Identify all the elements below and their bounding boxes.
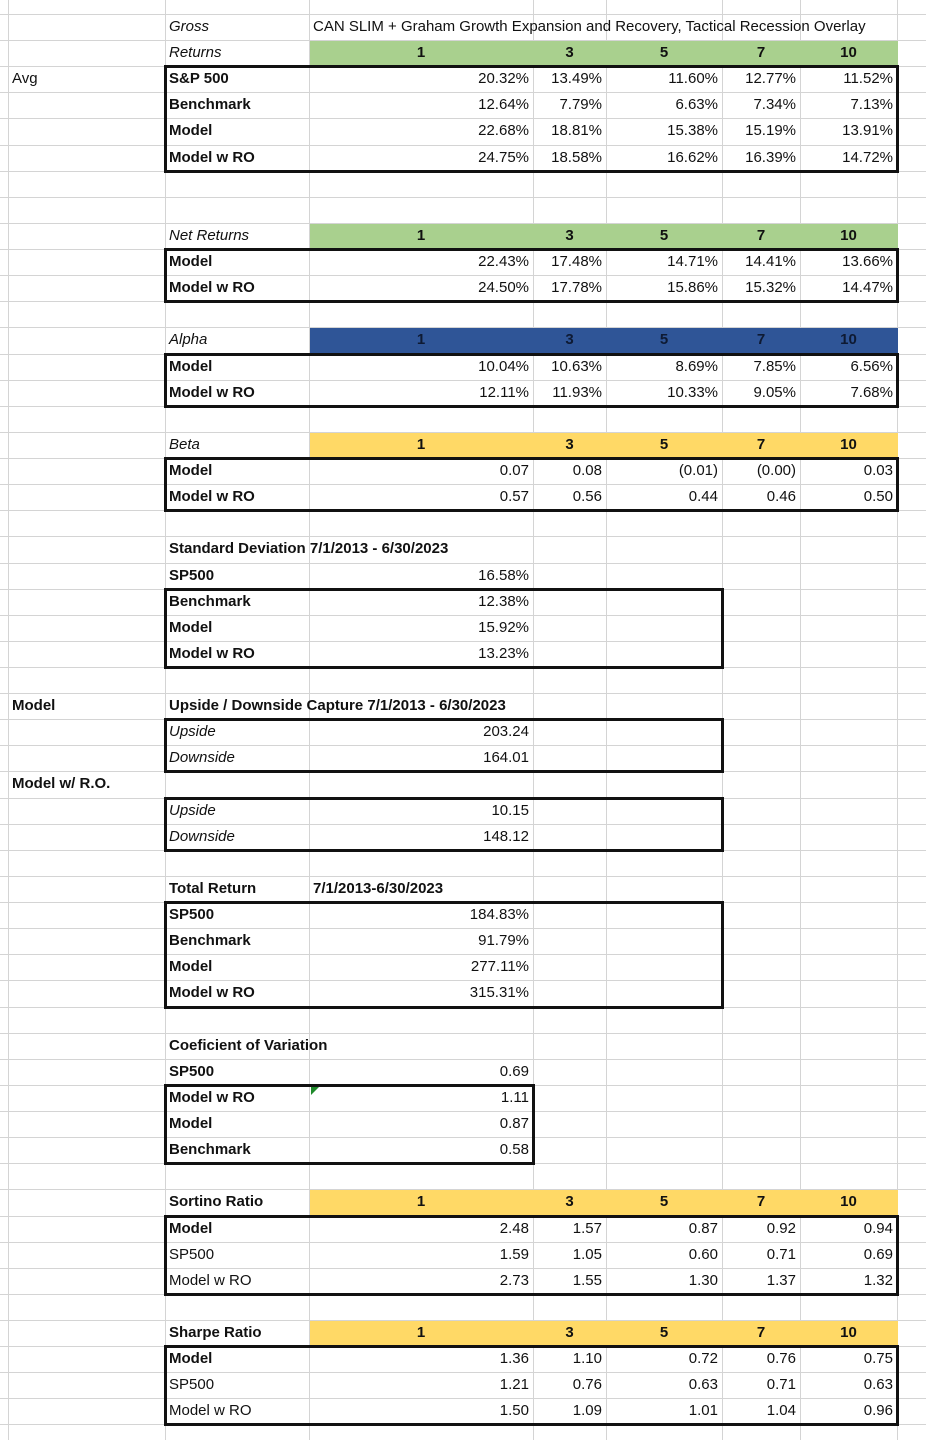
value-cell[interactable]: 315.31% [469,984,529,1001]
row-label[interactable]: Upside [169,723,216,740]
section-title-sharpe[interactable]: Sharpe Ratio [169,1324,262,1341]
value-cell[interactable]: 8.69% [675,358,718,375]
value-cell[interactable]: 1.01 [688,1402,718,1419]
value-cell[interactable]: 11.60% [668,70,718,87]
value-cell[interactable]: 15.92% [478,619,529,636]
value-cell[interactable]: 20.32% [478,70,529,87]
value-cell[interactable]: 0.69 [863,1246,893,1263]
value-cell[interactable]: 7.13% [850,96,893,113]
value-cell[interactable]: 12.64% [478,96,529,113]
period-header-5[interactable]: 5 [659,1193,669,1210]
row-label[interactable]: Model [169,253,213,270]
period-header-10[interactable]: 10 [840,331,857,348]
value-cell[interactable]: 0.71 [766,1246,796,1263]
period-header-7[interactable]: 7 [756,1193,766,1210]
row-label[interactable]: Benchmark [169,593,251,610]
period-header-5[interactable]: 5 [659,227,669,244]
value-cell[interactable]: 10.63% [551,358,602,375]
value-cell[interactable]: 184.83% [469,906,529,923]
section-title-capture[interactable]: Upside / Downside Capture 7/1/2013 - 6/30/2023 [169,697,506,714]
value-cell[interactable]: 17.78% [551,279,602,296]
period-header-10[interactable]: 10 [840,1324,857,1341]
strategy-title[interactable]: CAN SLIM + Graham Growth Expansion and Recovery, Tactical Recession Overlay [313,18,866,35]
value-cell[interactable]: 1.37 [766,1272,796,1289]
period-header-1[interactable]: 1 [416,1324,426,1341]
side-label-model-ro[interactable]: Model w/ R.O. [12,775,111,792]
section-title-returns[interactable]: Returns [169,44,222,61]
period-header-1[interactable]: 1 [416,436,426,453]
error-indicator-icon[interactable] [311,1087,319,1095]
period-header-3[interactable]: 3 [565,1193,574,1210]
section-title-stddev[interactable]: Standard Deviation 7/1/2013 - 6/30/2023 [169,540,449,557]
row-label[interactable]: Model [169,122,213,139]
row-label[interactable]: SP500 [169,567,215,584]
value-cell[interactable]: 1.05 [572,1246,602,1263]
value-cell[interactable]: 0.07 [499,462,529,479]
value-cell[interactable]: 15.19% [745,122,796,139]
period-header-5[interactable]: 5 [659,331,669,348]
row-label[interactable]: Benchmark [169,932,251,949]
value-cell[interactable]: 148.12 [483,828,529,845]
value-cell[interactable]: (0.00) [756,462,796,479]
value-cell[interactable]: 1.57 [572,1220,602,1237]
row-gridline [0,510,926,511]
value-cell[interactable]: 13.66% [842,253,893,270]
value-cell[interactable]: 0.46 [766,488,796,505]
value-cell[interactable]: 0.92 [766,1220,796,1237]
value-cell[interactable]: 16.39% [745,149,796,166]
value-cell[interactable]: 18.58% [551,149,602,166]
value-cell[interactable]: 11.52% [843,70,893,87]
value-cell[interactable]: 0.69 [499,1063,529,1080]
period-header-7[interactable]: 7 [756,331,766,348]
row-label[interactable]: Model w RO [169,984,255,1001]
value-cell[interactable]: 7.79% [559,96,602,113]
row-label[interactable]: Model w RO [169,488,255,505]
value-cell[interactable]: 1.21 [499,1376,529,1393]
row-label[interactable]: Downside [169,749,235,766]
value-cell[interactable]: 14.71% [667,253,718,270]
side-label-avg[interactable]: Avg [12,70,38,87]
value-cell[interactable]: 10.33% [667,384,718,401]
value-cell[interactable]: 1.30 [688,1272,718,1289]
value-cell[interactable]: 24.50% [478,279,529,296]
value-cell[interactable]: 0.08 [572,462,602,479]
row-label[interactable]: Model w RO [169,1402,252,1419]
value-cell[interactable]: 0.71 [766,1376,796,1393]
row-label[interactable]: Model w RO [169,1089,255,1106]
value-cell[interactable]: 1.10 [572,1350,602,1367]
value-cell[interactable]: 9.05% [753,384,796,401]
period-header-10[interactable]: 10 [840,227,857,244]
row-label[interactable]: Upside [169,802,216,819]
value-cell[interactable]: 7.68% [850,384,893,401]
value-cell[interactable]: 7.34% [753,96,796,113]
row-label[interactable]: Model w RO [169,384,255,401]
total-return-period[interactable]: 7/1/2013-6/30/2023 [313,880,444,897]
period-header-3[interactable]: 3 [565,227,574,244]
value-cell[interactable]: 0.50 [863,488,893,505]
row-gridline [0,850,926,851]
value-cell[interactable]: 6.56% [850,358,893,375]
value-cell[interactable]: 11.93% [552,384,602,401]
value-cell[interactable]: 1.55 [572,1272,602,1289]
period-header-5[interactable]: 5 [659,436,669,453]
row-gridline [0,1424,926,1425]
row-label[interactable]: Model [169,462,213,479]
value-cell[interactable]: 0.96 [863,1402,893,1419]
row-label[interactable]: Model [169,1220,213,1237]
row-label[interactable]: Model w RO [169,149,255,166]
value-cell[interactable]: 0.76 [572,1376,602,1393]
value-cell[interactable]: 0.94 [863,1220,893,1237]
value-cell[interactable]: 13.23% [478,645,529,662]
value-cell[interactable]: 1.59 [499,1246,529,1263]
side-label-model[interactable]: Model [12,697,56,714]
period-header-7[interactable]: 7 [756,44,766,61]
row-label[interactable]: SP500 [169,1063,215,1080]
value-cell[interactable]: 1.11 [500,1089,529,1106]
value-cell[interactable]: 2.48 [499,1220,529,1237]
value-cell[interactable]: 1.09 [572,1402,602,1419]
value-cell[interactable]: 0.44 [688,488,718,505]
column-gridline [8,0,9,1440]
row-label[interactable]: Model [169,619,213,636]
value-cell[interactable]: 24.75% [478,149,529,166]
row-label[interactable]: Benchmark [169,1141,251,1158]
row-label[interactable]: S&P 500 [169,70,229,87]
section-title-alpha[interactable]: Alpha [169,331,208,348]
value-cell[interactable]: 0.03 [863,462,893,479]
value-cell[interactable]: 14.72% [842,149,893,166]
value-cell[interactable]: 22.68% [478,122,529,139]
value-cell[interactable]: 15.86% [667,279,718,296]
value-cell[interactable]: 0.87 [499,1115,529,1132]
value-cell[interactable]: 0.56 [572,488,602,505]
value-cell[interactable]: 0.76 [766,1350,796,1367]
row-gridline [0,171,926,172]
value-cell[interactable]: 0.60 [688,1246,718,1263]
column-gridline [897,0,898,1440]
period-header-1[interactable]: 1 [416,227,426,244]
value-cell[interactable]: 0.87 [688,1220,718,1237]
period-header-3[interactable]: 3 [565,44,574,61]
row-label[interactable]: Model w RO [169,1272,252,1289]
value-cell[interactable]: 17.48% [551,253,602,270]
row-gridline [0,1163,926,1164]
row-label[interactable]: Benchmark [169,96,251,113]
section-title-net[interactable]: Net Returns [169,227,250,244]
period-header-7[interactable]: 7 [756,436,766,453]
value-cell[interactable]: 0.75 [863,1350,893,1367]
value-cell[interactable]: 15.32% [745,279,796,296]
period-header-7[interactable]: 7 [756,227,766,244]
value-cell[interactable]: 10.15 [491,802,529,819]
value-cell[interactable]: 22.43% [478,253,529,270]
value-cell[interactable]: 2.73 [499,1272,529,1289]
value-cell[interactable]: 1.36 [499,1350,529,1367]
period-header-5[interactable]: 5 [659,44,669,61]
period-header-10[interactable]: 10 [840,44,857,61]
value-cell[interactable]: 12.11% [479,384,529,401]
period-header-1[interactable]: 1 [416,331,426,348]
section-title-coef[interactable]: Coeficient of Variation [169,1037,328,1054]
value-cell[interactable]: 16.58% [478,567,529,584]
value-cell[interactable]: 164.01 [483,749,529,766]
section-title-beta[interactable]: Beta [169,436,200,453]
row-gridline [0,667,926,668]
value-cell[interactable]: 13.49% [551,70,602,87]
value-cell[interactable]: 6.63% [675,96,718,113]
row-label[interactable]: Model [169,1115,213,1132]
row-label[interactable]: Model w RO [169,645,255,662]
value-cell[interactable]: 1.50 [499,1402,529,1419]
period-header-5[interactable]: 5 [659,1324,669,1341]
value-cell[interactable]: 0.63 [688,1376,718,1393]
row-label[interactable]: Model [169,1350,213,1367]
value-cell[interactable]: 16.62% [667,149,718,166]
value-cell[interactable]: 1.04 [766,1402,796,1419]
row-gridline [0,1294,926,1295]
value-cell[interactable]: 10.04% [478,358,529,375]
value-cell[interactable]: 12.38% [478,593,529,610]
value-cell[interactable]: 14.41% [745,253,796,270]
value-cell[interactable]: 203.24 [483,723,529,740]
period-header-10[interactable]: 10 [840,1193,857,1210]
section-title-total-return[interactable]: Total Return [169,880,257,897]
value-cell[interactable]: 91.79% [478,932,529,949]
row-gridline [0,197,926,198]
section-title-gross[interactable]: Gross [169,18,210,35]
value-cell[interactable]: 14.47% [842,279,893,296]
period-header-10[interactable]: 10 [840,436,857,453]
row-gridline [0,1007,926,1008]
period-header-1[interactable]: 1 [416,44,426,61]
row-gridline [0,406,926,407]
value-cell[interactable]: 7.85% [753,358,796,375]
value-cell[interactable]: (0.01) [678,462,718,479]
row-label[interactable]: Model w RO [169,279,255,296]
period-header-3[interactable]: 3 [565,436,574,453]
row-label[interactable]: SP500 [169,1246,215,1263]
row-label[interactable]: SP500 [169,1376,215,1393]
period-header-1[interactable]: 1 [416,1193,426,1210]
value-cell[interactable]: 13.91% [842,122,893,139]
row-label[interactable]: SP500 [169,906,215,923]
value-cell[interactable]: 18.81% [551,122,602,139]
value-cell[interactable]: 0.57 [499,488,529,505]
row-gridline [0,301,926,302]
section-title-sortino[interactable]: Sortino Ratio [169,1193,264,1210]
value-cell[interactable]: 1.32 [863,1272,893,1289]
value-cell[interactable]: 277.11% [470,958,529,975]
value-cell[interactable]: 0.58 [499,1141,529,1158]
value-cell[interactable]: 12.77% [745,70,796,87]
period-header-3[interactable]: 3 [565,331,574,348]
period-header-3[interactable]: 3 [565,1324,574,1341]
value-cell[interactable]: 0.72 [688,1350,718,1367]
row-label[interactable]: Model [169,358,213,375]
value-cell[interactable]: 0.63 [863,1376,893,1393]
period-header-7[interactable]: 7 [756,1324,766,1341]
value-cell[interactable]: 15.38% [667,122,718,139]
row-label[interactable]: Downside [169,828,235,845]
row-label[interactable]: Model [169,958,213,975]
